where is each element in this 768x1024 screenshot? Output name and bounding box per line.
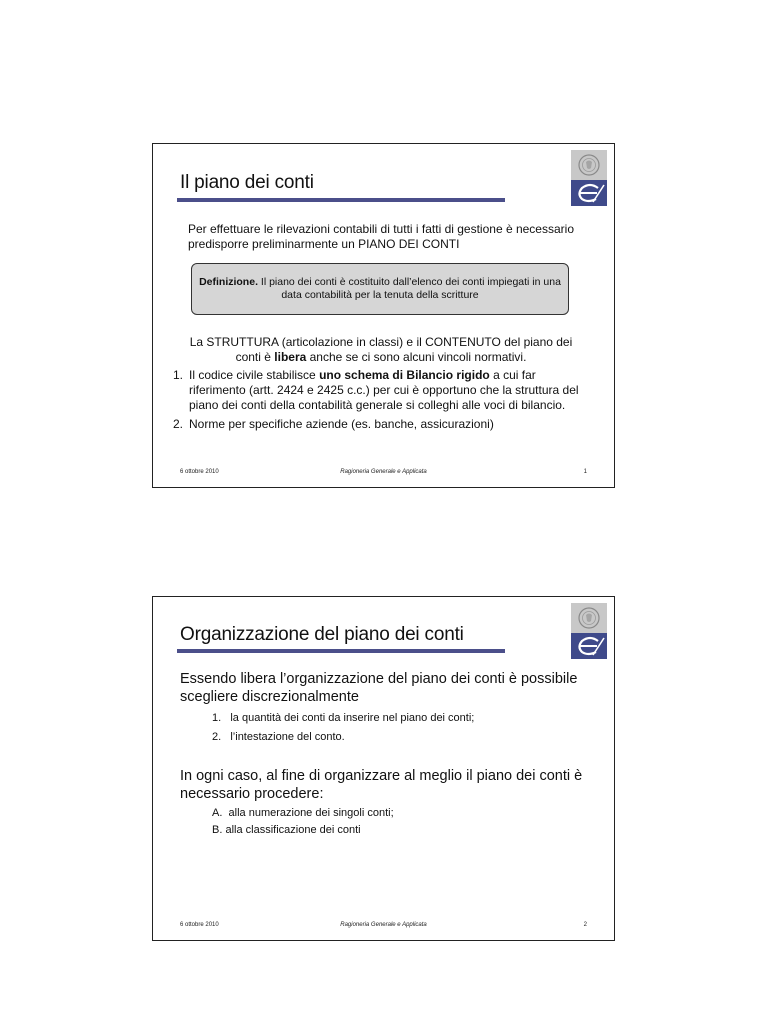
normative-list [173, 368, 593, 432]
list-item-bold: uno schema di Bilancio rigido [319, 368, 490, 382]
list-marker: 2. [212, 731, 222, 743]
seal-icon [571, 603, 607, 633]
university-logo-icon [571, 150, 607, 206]
e-logo-icon [571, 180, 607, 206]
list-item-text-end: a cui far riferimento (artt. 2424 e 2425 c.c.) per cui è opportuno che la struttura del piano dei conti della contabilità generale si colleghi alle voci di bilancio. [189, 368, 579, 412]
university-logo-icon [571, 603, 607, 659]
list-item-text: l’intestazione del conto. [230, 731, 345, 743]
slide-2 [152, 596, 615, 941]
footer-course: Ragioneria Generale e Applicata [340, 469, 427, 475]
footer-date: 6 ottobre 2010 [180, 469, 219, 475]
list-item [212, 729, 474, 746]
e-logo-icon [571, 633, 607, 659]
footer-course: Ragioneria Generale e Applicata [340, 922, 427, 928]
paragraph-2: In ogni caso, al fine di organizzare al meglio il piano dei conti è necessario procedere: [180, 768, 583, 802]
structure-text: La STRUTTURA (articolazione in classi) e il CONTENUTO del piano dei conti è [189, 335, 573, 364]
title-underline [177, 198, 505, 202]
slide-title: Organizzazione del piano dei conti [180, 624, 464, 645]
list-item-text: alla classificazione dei conti [225, 824, 361, 836]
paragraph-1: Essendo libera l’organizzazione del piano dei conti è possibile scegliere discrezionalmente [180, 671, 578, 705]
structure-paragraph [181, 335, 581, 365]
list-number: 1. [173, 368, 184, 382]
list-item [212, 710, 474, 727]
ordered-list-2 [212, 805, 394, 839]
slide-title: Il piano dei conti [180, 172, 314, 193]
slide-1 [152, 143, 615, 488]
title-underline [177, 649, 505, 653]
definition-box [191, 263, 569, 315]
footer-date: 6 ottobre 2010 [180, 922, 219, 928]
list-item [173, 417, 593, 432]
list-item-text: Il codice civile stabilisce [189, 368, 320, 382]
structure-bold: libera [274, 350, 307, 364]
list-item-text: Norme per specifiche aziende (es. banche, assicurazioni) [189, 417, 494, 431]
list-number: 2. [173, 417, 184, 431]
footer-page-number: 1 [583, 469, 587, 475]
list-item-text: la quantità dei conti da inserire nel piano dei conti; [230, 712, 475, 724]
definition-text: Il piano dei conti è costituito dall’elenco dei conti impiegati in una data contabilità per la tenuta della scritture [257, 276, 561, 301]
list-item [212, 822, 394, 839]
seal-icon [571, 150, 607, 180]
list-marker: A. [212, 807, 223, 819]
list-item [173, 368, 593, 413]
list-item [212, 805, 394, 822]
intro-text: Per effettuare le rilevazioni contabili di tutti i fatti di gestione è necessario predisporre preliminarmente un PIANO DEI CONTI [188, 222, 574, 251]
footer-page-number: 2 [583, 922, 587, 928]
definition-label: Definizione. [199, 276, 258, 288]
list-item-text: alla numerazione dei singoli conti; [228, 807, 394, 819]
list-marker: B. [212, 824, 223, 836]
structure-text-end: anche se ci sono alcuni vincoli normativi. [306, 350, 527, 364]
list-marker: 1. [212, 712, 222, 724]
ordered-list-1 [212, 710, 474, 746]
